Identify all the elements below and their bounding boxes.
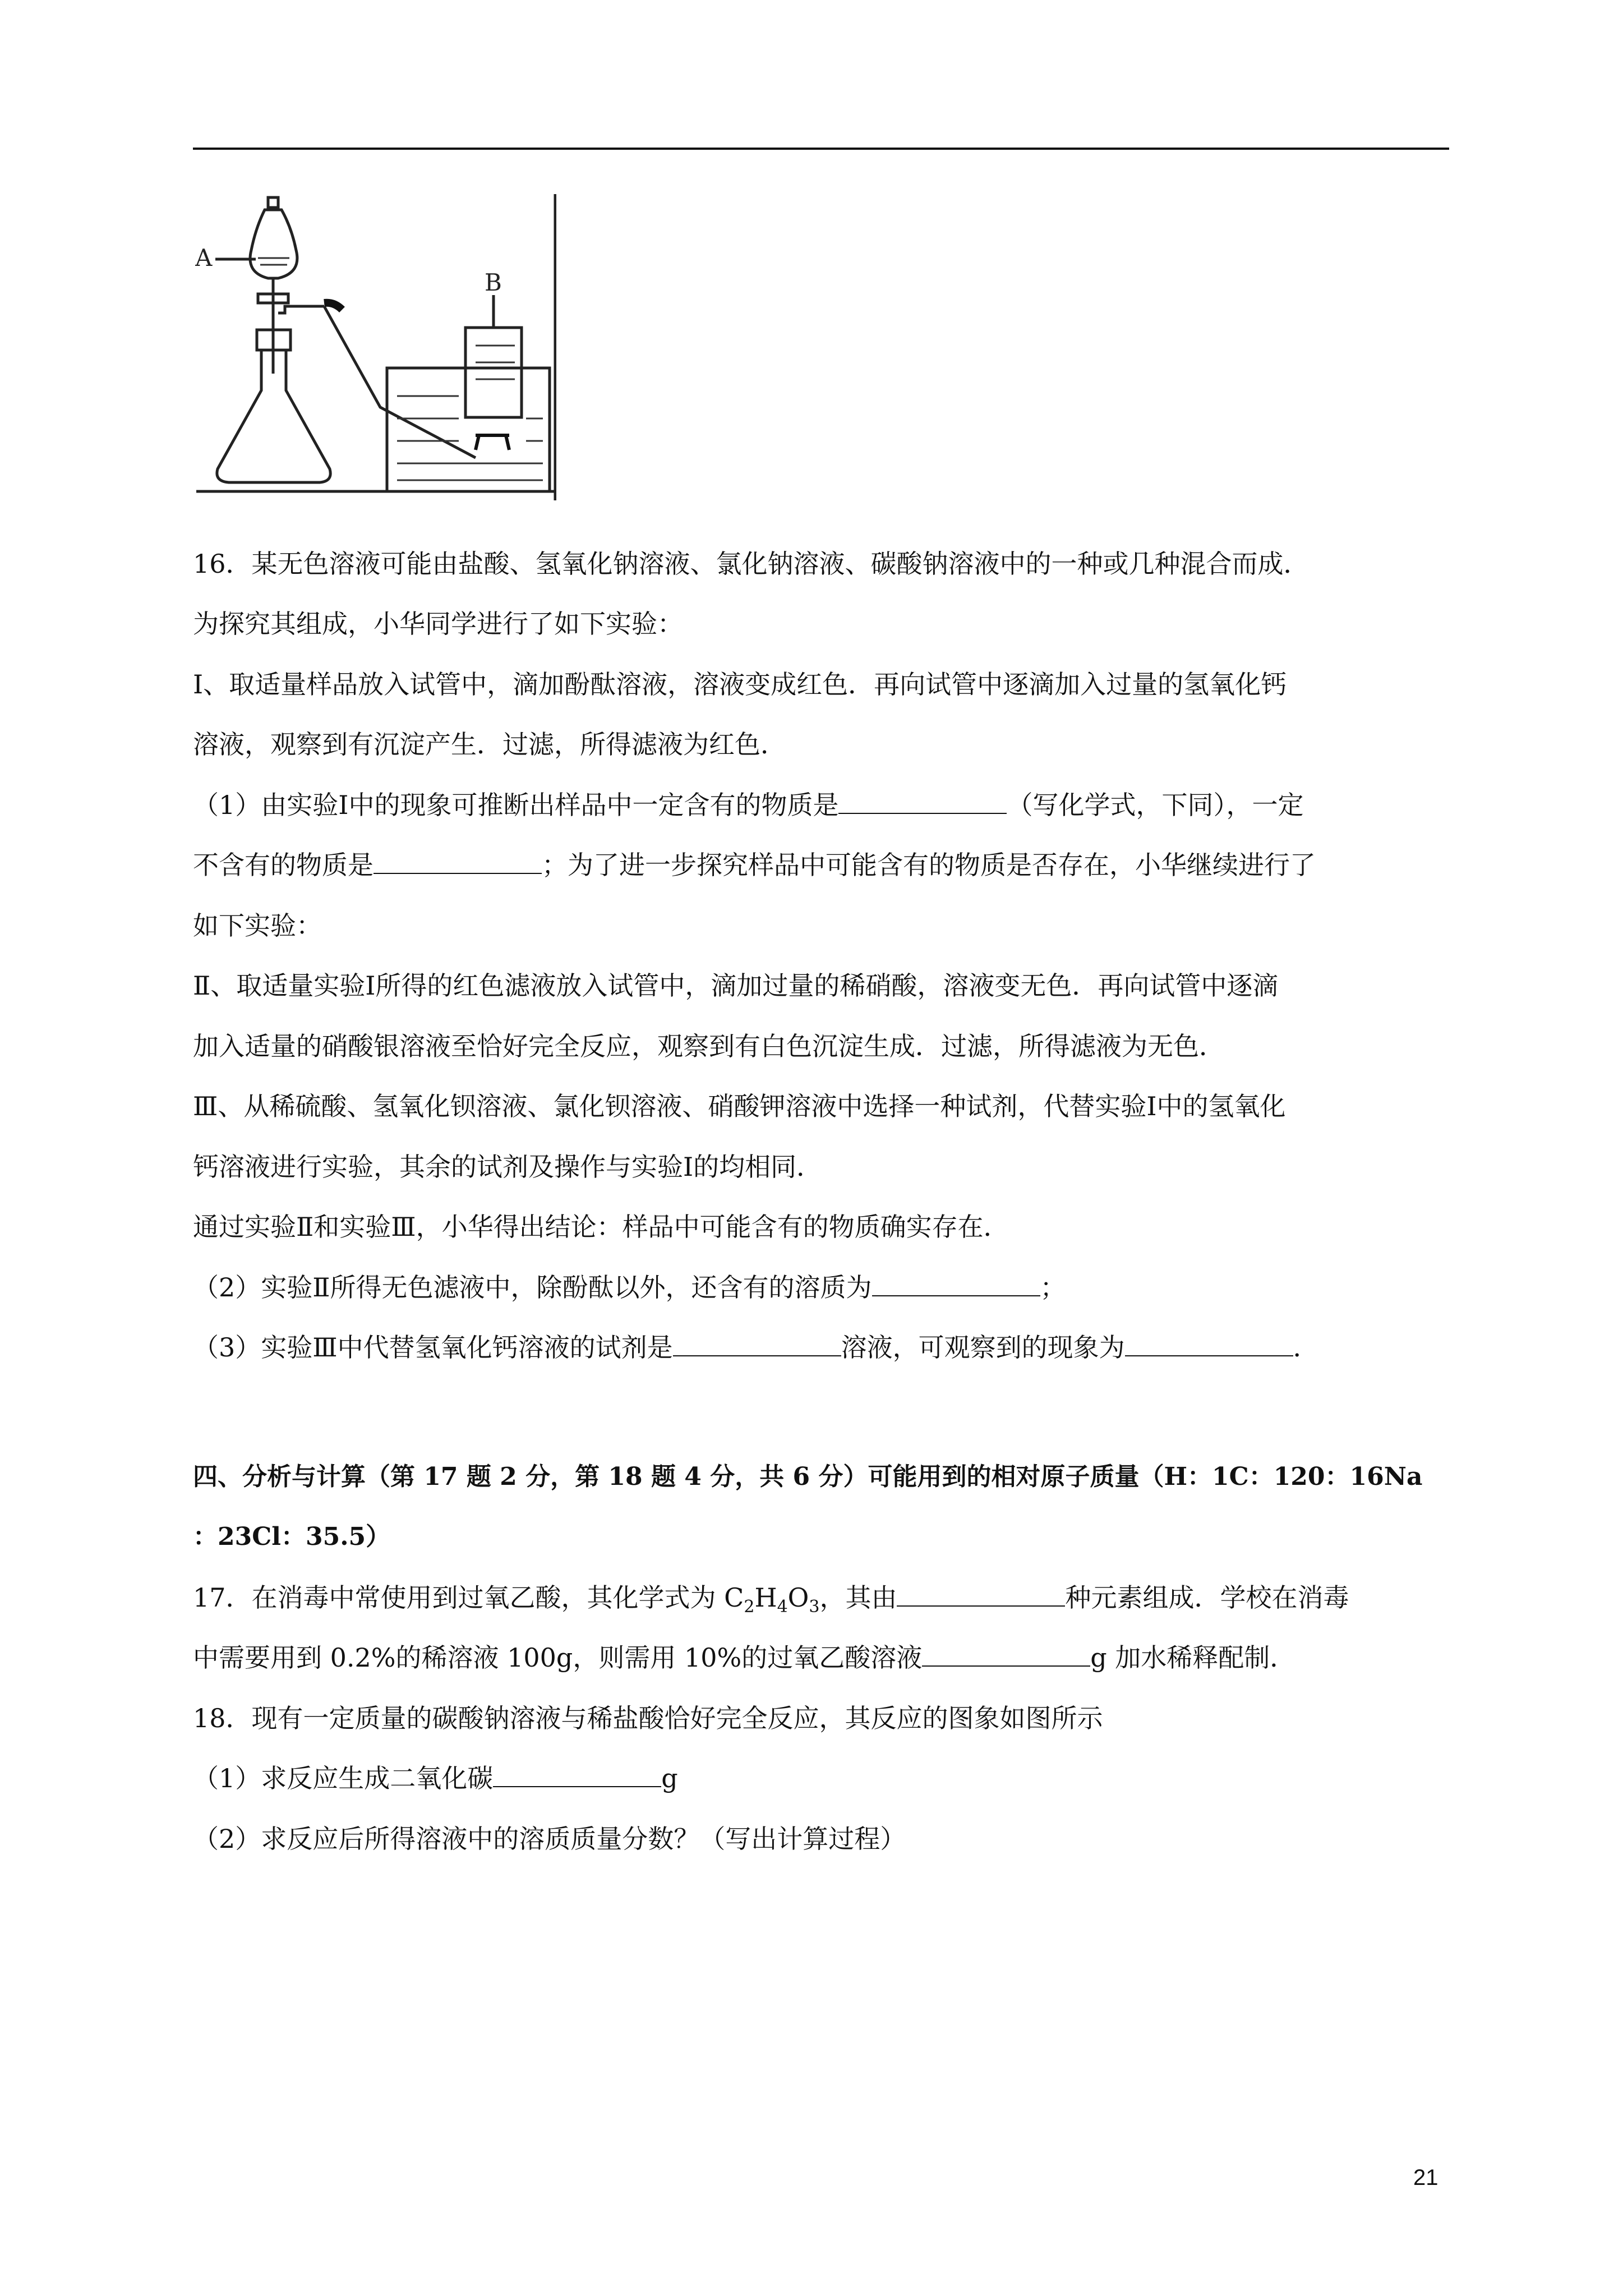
q17-text-b: ，其由 [819,1582,897,1613]
q18-part1 [193,1761,678,1795]
q16-part1-text-d: ；为了进一步探究样品中可能含有的物质是否存在，小华继续进行了 [542,850,1316,880]
q16-part1-line1 [193,788,1303,822]
q17-o: O [787,1582,809,1613]
q16-part3-text-b: 溶液，可观察到的现象为 [841,1332,1125,1363]
q18-part1-text-a: （1）求反应生成二氧化碳 [193,1763,494,1793]
q16-exp2-line2: 加入适量的硝酸银溶液至恰好完全反应，观察到有白色沉淀生成．过滤，所得滤液为无色． [193,1031,1225,1061]
page-number: 21 [1413,2165,1438,2190]
q18-answer-blank-1[interactable] [493,1764,661,1787]
section4-heading-line2: ：23Cl：35.5） [193,1522,391,1551]
q16-part2-text-b: ； [1040,1272,1066,1303]
q17-sub-h: 4 [777,1597,788,1617]
q16-answer-blank-4[interactable] [673,1333,841,1356]
q16-part2-text-a: （2）实验Ⅱ所得无色滤液中，除酚酞以外，还含有的溶质为 [193,1272,872,1303]
header-rule [193,148,1449,150]
q17-sub-c: 2 [744,1597,755,1617]
q17-text-e: g 加水稀释配制． [1090,1642,1296,1673]
q16-part1-line3: 如下实验： [193,910,322,941]
q16-part3-text-a: （3）实验Ⅲ中代替氢氧化钙溶液的试剂是 [193,1332,673,1363]
q16-part1-line2 [193,848,1316,882]
q16-exp2-line1: Ⅱ、取适量实验Ⅰ所得的红色滤液放入试管中，滴加过量的稀硝酸，溶液变无色．再向试管中逐滴 [193,970,1279,1001]
q16-part2 [193,1271,1066,1304]
q16-answer-blank-3[interactable] [872,1273,1040,1296]
figure-label-b: B [485,269,502,296]
q16-answer-blank-1[interactable] [838,790,1007,814]
q17-line1 [193,1581,1349,1624]
q17-h: H [754,1582,777,1613]
q16-exp3-line2: 钙溶液进行实验，其余的试剂及操作与实验Ⅰ的均相同． [193,1152,823,1182]
gas-collection-apparatus-figure [195,194,556,500]
q16-stem-line1: 16．某无色溶液可能由盐酸、氢氧化钠溶液、氯化钠溶液、碳酸钠溶液中的一种或几种混合而成． [193,549,1310,579]
q17-answer-blank-2[interactable] [922,1643,1090,1667]
q16-part1-text-b: （写化学式，下同），一定 [1007,790,1304,820]
figure-label-a: A [195,244,213,272]
section4-heading-line1: 四、分析与计算（第 17 题 2 分，第 18 题 4 分，共 6 分）可能用到的相对原子质量（H：1C：120：16Na [193,1462,1423,1491]
q16-part3-text-c: ． [1293,1332,1319,1363]
q17-answer-blank-1[interactable] [897,1583,1065,1607]
q16-stem-line2: 为探究其组成，小华同学进行了如下实验： [193,609,683,639]
q18-part1-text-b: g [661,1763,678,1793]
q16-exp3-line1: Ⅲ、从稀硫酸、氢氧化钡溶液、氯化钡溶液、硝酸钾溶液中选择一种试剂，代替实验Ⅰ中的氢氧化 [193,1091,1286,1121]
q17-text-d: 中需要用到 0.2%的稀溶液 100g，则需用 10%的过氧乙酸溶液 [193,1642,923,1673]
q16-part1-text-c: 不含有的物质是 [193,850,374,880]
q17-text-a: 17．在消毒中常使用到过氧乙酸，其化学式为 C [193,1582,744,1613]
q17-text-c: 种元素组成．学校在消毒 [1065,1582,1349,1613]
q16-answer-blank-5[interactable] [1125,1333,1293,1356]
q16-exp1-line1: Ⅰ、取适量样品放入试管中，滴加酚酞溶液，溶液变成红色．再向试管中逐滴加入过量的氢氧化钙 [193,669,1287,700]
q18-stem: 18．现有一定质量的碳酸钠溶液与稀盐酸恰好完全反应，其反应的图象如图所示 [193,1703,1103,1733]
q16-conclusion: 通过实验Ⅱ和实验Ⅲ，小华得出结论：样品中可能含有的物质确实存在． [193,1212,1009,1242]
q16-part3 [193,1331,1319,1364]
q16-answer-blank-2[interactable] [374,850,542,874]
q16-exp1-line2: 溶液，观察到有沉淀产生．过滤，所得滤液为红色． [193,729,786,760]
q16-part1-text-a: （1）由实验Ⅰ中的现象可推断出样品中一定含有的物质是 [193,790,839,820]
q17-sub-o: 3 [809,1597,820,1617]
q18-part2: （2）求反应后所得溶液中的溶质质量分数？（写出计算过程） [193,1824,906,1854]
q17-line2 [193,1641,1295,1674]
